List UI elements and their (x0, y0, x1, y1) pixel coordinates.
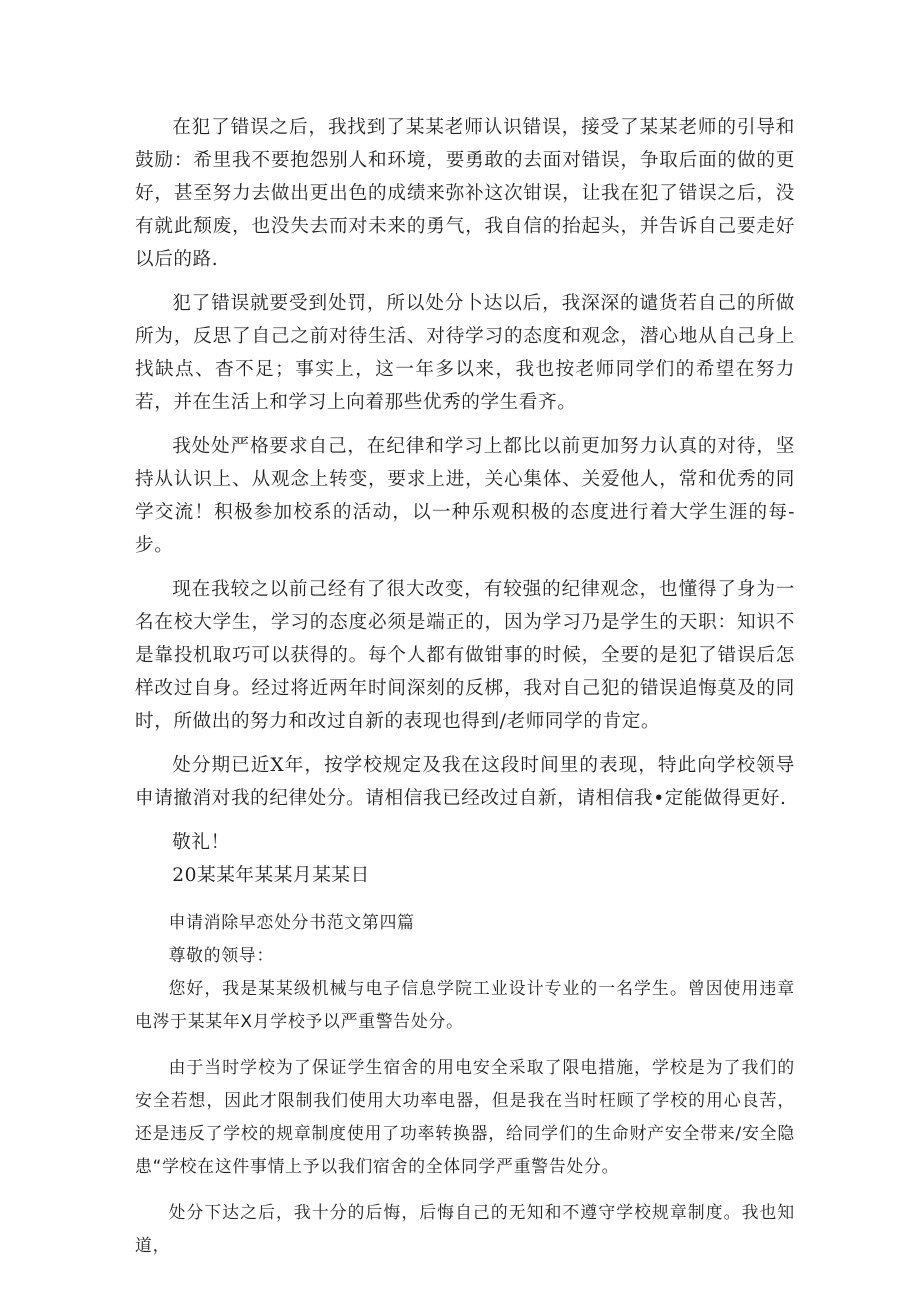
paragraph-change: 现在我较之以前己经有了很大改变，有较强的纪律观念，也懂得了身为一名在校大学生，学习的态度必须是端正的，因为学习乃是学生的天职：知识不是靠投机取巧可以获得的。每个人都有做钳事的时候，全要的是犯了错误后怎样改过自身。经过将近两年时间深刻的反梆，我对自己犯的错误追悔莫及的同时，所做出的努力和改过自新的表现也得到/老师同学的肯定。 (135, 579, 795, 732)
paragraph-background: 由于当时学校为了保证学生宿舍的用电安全采取了限电措施，学校是为了我们的安全若想，因此才限制我们使用大功率电器，但是我在当时枉顾了学校的用心良苦，还是违反了学校的规章制度使用了功率转换器，给同学们的生命财产安全带来/安全隐患“学校在这件事情上予以我们宿舍的全体同学严重警告处分。 (135, 1057, 795, 1176)
paragraph-punishment: 犯了错误就要受到处罚，所以处分卜达以后，我深深的谴货若自己的所做所为，反思了自己之前对待生活、对待学习的态度和观念，潜心地从自己身上找缺点、杳不足；事实上，这一年多以来，我也按老师同学们的希望在努力若，并在生活上和学习上向着那些优秀的学生看齐。 (135, 293, 795, 413)
paragraph-introduction: 您好，我是某某级机械与电子信息学院工业设计专业的一名学生。曾因使用违章电涔于某某年X月学校予以严重警告处分。 (135, 978, 795, 1031)
document-body (135, 111, 795, 1275)
paragraph-self-discipline: 我处处严格要求自己，在纪律和学习上都比以前更加努力认真的对待，坚持从认识上、从观念上转变，要求上进，关心集体、关爱他人，常和优秀的同学交流！积极参加校系的活动，以一种乐观积极的态度进行着大学生涯的每-步。 (135, 436, 795, 556)
letter-date: 20某某年某某月某某日 (172, 865, 370, 886)
salutation: 尊敬的领导： (168, 945, 275, 965)
paragraph-regret: 处分下达之后，我十分的后悔，后悔自己的无知和不遵守学校规章制度。我也知道， (135, 1202, 795, 1255)
paragraph-request: 处分期已近X年，按学校规定及我在这段时间里的表现，特此向学校领导申请撤消对我的纪律处分。请相信我已经改过自新，请相信我•定能做得更好. (135, 755, 795, 809)
section-title: 申请消除早恋处分书范文第四篇 (168, 912, 415, 932)
paragraph-reflection: 在犯了错误之后，我找到了某某老师认识错误，接受了某某老师的引导和鼓励：希里我不要抱怨别人和环境，要勇敢的去面对错误，争取后面的做的更好，甚至努力去做出更出色的成绩来弥补这次钳误，让我在犯了错误之后，没有就此颓废，也没失去而对未来的勇气，我自信的抬起头，并告诉自己要走好以后的路. (135, 117, 795, 270)
closing-salute: 敬礼！ (172, 832, 230, 853)
